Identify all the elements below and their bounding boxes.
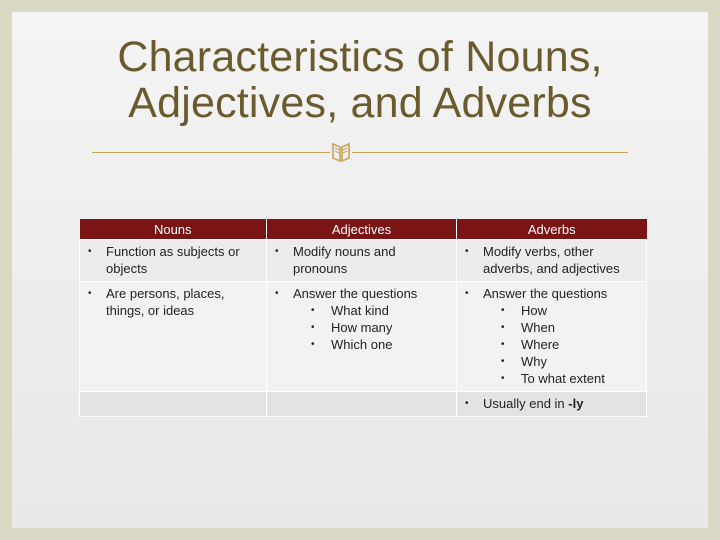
cell-adverbs (457, 240, 647, 282)
bullet: • (465, 398, 469, 409)
cell-adjectives (267, 282, 457, 392)
cell-nouns (80, 282, 267, 392)
cell-adjectives (267, 240, 457, 282)
bullet: • (465, 288, 469, 299)
table-row (80, 240, 647, 282)
cell-adjectives-empty (267, 392, 457, 417)
bullet: • (275, 246, 279, 257)
title-line-2: Adjectives, and Adverbs (128, 79, 592, 127)
comparison-table (79, 219, 647, 417)
cell-adverbs (457, 392, 647, 417)
slide-title (0, 34, 720, 126)
cell-text: Answer the questions (483, 286, 608, 301)
cell-text: Answer the questions (293, 286, 418, 301)
table-header-row (80, 219, 647, 240)
table-row (80, 282, 647, 392)
list-item: • To what extent (501, 371, 605, 386)
cell-nouns (80, 240, 267, 282)
table-row (80, 392, 647, 417)
sub-list (293, 302, 450, 353)
header-adverbs: Adverbs (457, 219, 647, 240)
title-rule-left (92, 152, 330, 153)
list-item: • When (501, 320, 555, 335)
suffix-ly: -ly (568, 396, 584, 411)
title-rule-right (352, 152, 628, 153)
bullet: • (88, 288, 92, 299)
header-nouns: Nouns (80, 219, 267, 240)
cell-text: Function as subjects or objects (106, 244, 240, 276)
bullet: • (275, 288, 279, 299)
list-item: • How many (311, 320, 393, 335)
cell-text: Are persons, places, things, or ideas (106, 286, 225, 318)
book-icon (330, 140, 352, 164)
cell-nouns-empty (80, 392, 267, 417)
cell-adverbs (457, 282, 647, 392)
list-item: • What kind (311, 303, 389, 318)
cell-text: Modify nouns and pronouns (293, 244, 396, 276)
cell-text: Modify verbs, other adverbs, and adjectives (483, 244, 620, 276)
list-item: • Where (501, 337, 560, 352)
bullet: • (88, 246, 92, 257)
header-adjectives: Adjectives (267, 219, 457, 240)
title-line-1: Characteristics of Nouns, (117, 33, 603, 81)
list-item: • How (501, 303, 548, 318)
cell-text: Usually end in -ly (483, 396, 584, 411)
sub-list (483, 302, 640, 387)
bullet: • (465, 246, 469, 257)
list-item: • Which one (311, 337, 393, 352)
list-item: • Why (501, 354, 547, 369)
